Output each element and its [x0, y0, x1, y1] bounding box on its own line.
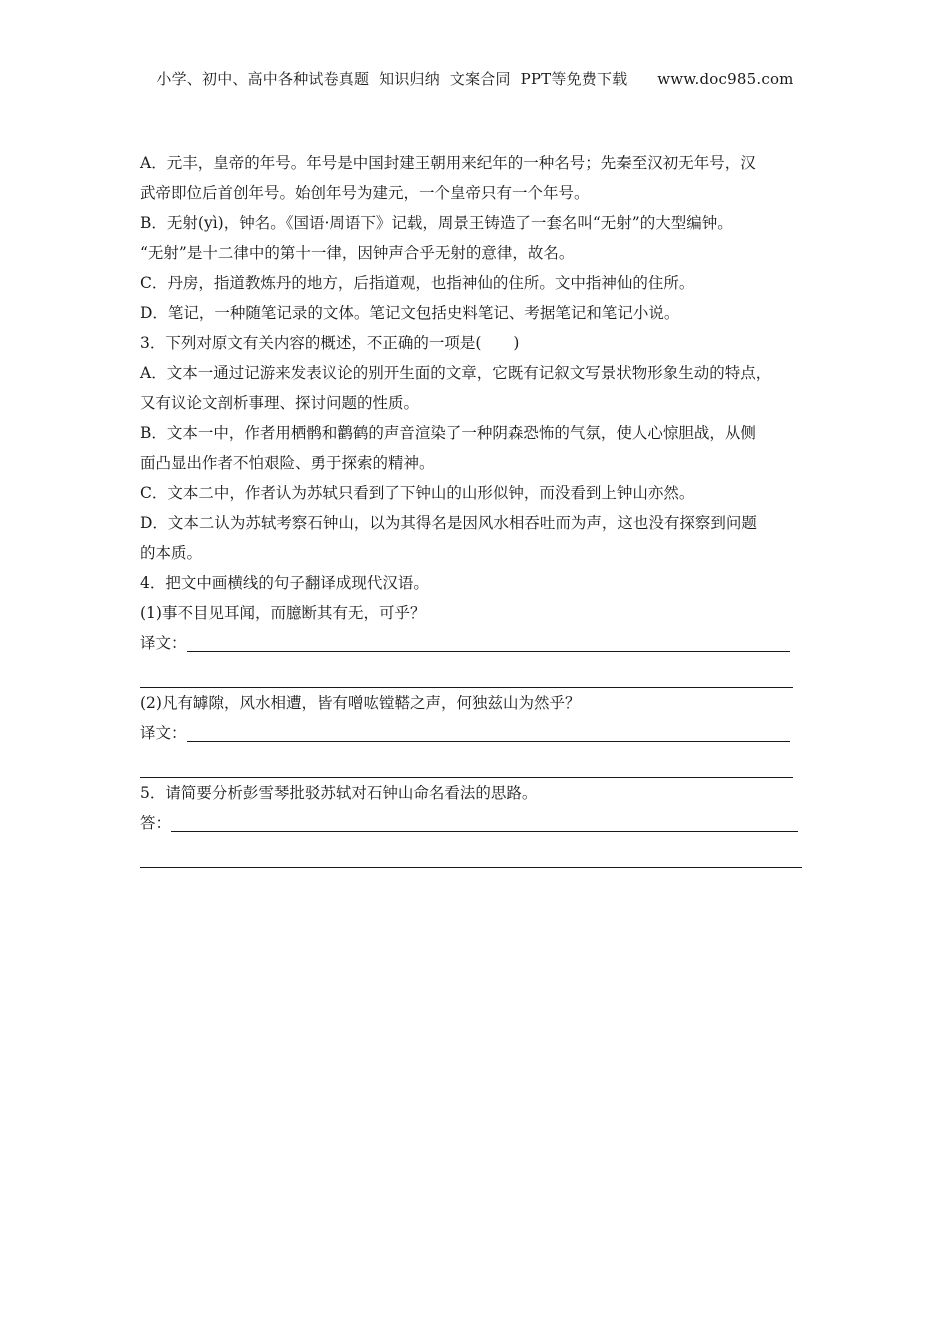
q4-sentence-2: (2)凡有罅隙，风水相遭，皆有噌吰镗鞳之声，何独兹山为然乎？ [140, 694, 581, 712]
q5-answer-continuation [140, 838, 810, 868]
translation-label: 译文： [140, 634, 187, 652]
q4-answer-row-2 [140, 718, 810, 748]
answer-line[interactable] [171, 813, 798, 832]
page-header: 小学、初中、高中各种试卷真题 知识归纳 文案合同 PPT等免费下载 www.doc985.com [156, 70, 794, 88]
q3-stem [140, 328, 810, 358]
question-content [140, 148, 810, 868]
answer-line[interactable] [187, 723, 790, 742]
option-line: 的本质。 [140, 544, 203, 562]
option-line: C．文本二中，作者认为苏轼只看到了下钟山的山形似钟，而没看到上钟山亦然。 [140, 484, 695, 502]
q2-option-a [140, 148, 810, 208]
option-line: D．笔记，一种随笔记录的文体。笔记文包括史料笔记、考据笔记和笔记小说。 [140, 304, 680, 322]
option-line: B．无射(yì)，钟名。《国语·周语下》记载，周景王铸造了一套名叫“无射”的大型编钟。 [140, 214, 733, 232]
q3-option-b [140, 418, 810, 478]
option-line: 又有议论文剖析事理、探讨问题的性质。 [140, 394, 420, 412]
q3-stem-close: ) [513, 334, 520, 352]
option-line: D．文本二认为苏轼考察石钟山，以为其得名是因风水相吞吐而为声，这也没有探察到问题 [140, 514, 757, 532]
answer-label: 答： [140, 814, 172, 832]
q4-answer-continuation-1 [140, 658, 810, 688]
translation-label: 译文： [140, 724, 187, 742]
q2-option-b [140, 208, 810, 268]
q3-option-a [140, 358, 810, 418]
q3-option-c [140, 478, 810, 508]
option-line: B．文本一中，作者用栖鹘和鹳鹤的声音渲染了一种阴森恐怖的气氛，使人心惊胆战，从侧 [140, 424, 756, 442]
option-line: “无射”是十二律中的第十一律，因钟声合乎无射的意律，故名。 [140, 244, 575, 262]
answer-line[interactable] [140, 849, 802, 868]
q4-stem: 4．把文中画横线的句子翻译成现代汉语。 [140, 574, 429, 592]
answer-line[interactable] [140, 669, 793, 688]
q2-option-d [140, 298, 810, 328]
option-line: 武帝即位后首创年号。始创年号为建元，一个皇帝只有一个年号。 [140, 184, 590, 202]
answer-line[interactable] [140, 759, 793, 778]
q2-option-c [140, 268, 810, 298]
q5-stem: 5．请简要分析彭雪琴批驳苏轼对石钟山命名看法的思路。 [140, 784, 538, 802]
q4-answer-row-1 [140, 628, 810, 658]
q4-sentence-1: (1)事不目见耳闻，而臆断其有无，可乎？ [140, 604, 426, 622]
q3-stem-text: 3．下列对原文有关内容的概述，不正确的一项是( [140, 334, 482, 352]
option-line: A．文本一通过记游来发表议论的别开生面的文章，它既有记叙文写景状物形象生动的特点， [140, 364, 772, 382]
option-line: 面凸显出作者不怕艰险、勇于探索的精神。 [140, 454, 435, 472]
option-line: C．丹房，指道教炼丹的地方，后指道观，也指神仙的住所。文中指神仙的住所。 [140, 274, 695, 292]
answer-line[interactable] [187, 633, 790, 652]
option-line: A．元丰，皇帝的年号。年号是中国封建王朝用来纪年的一种名号；先秦至汉初无年号，汉 [140, 154, 756, 172]
q5-answer-row [140, 808, 810, 838]
q4-answer-continuation-2 [140, 748, 810, 778]
q3-option-d [140, 508, 810, 568]
